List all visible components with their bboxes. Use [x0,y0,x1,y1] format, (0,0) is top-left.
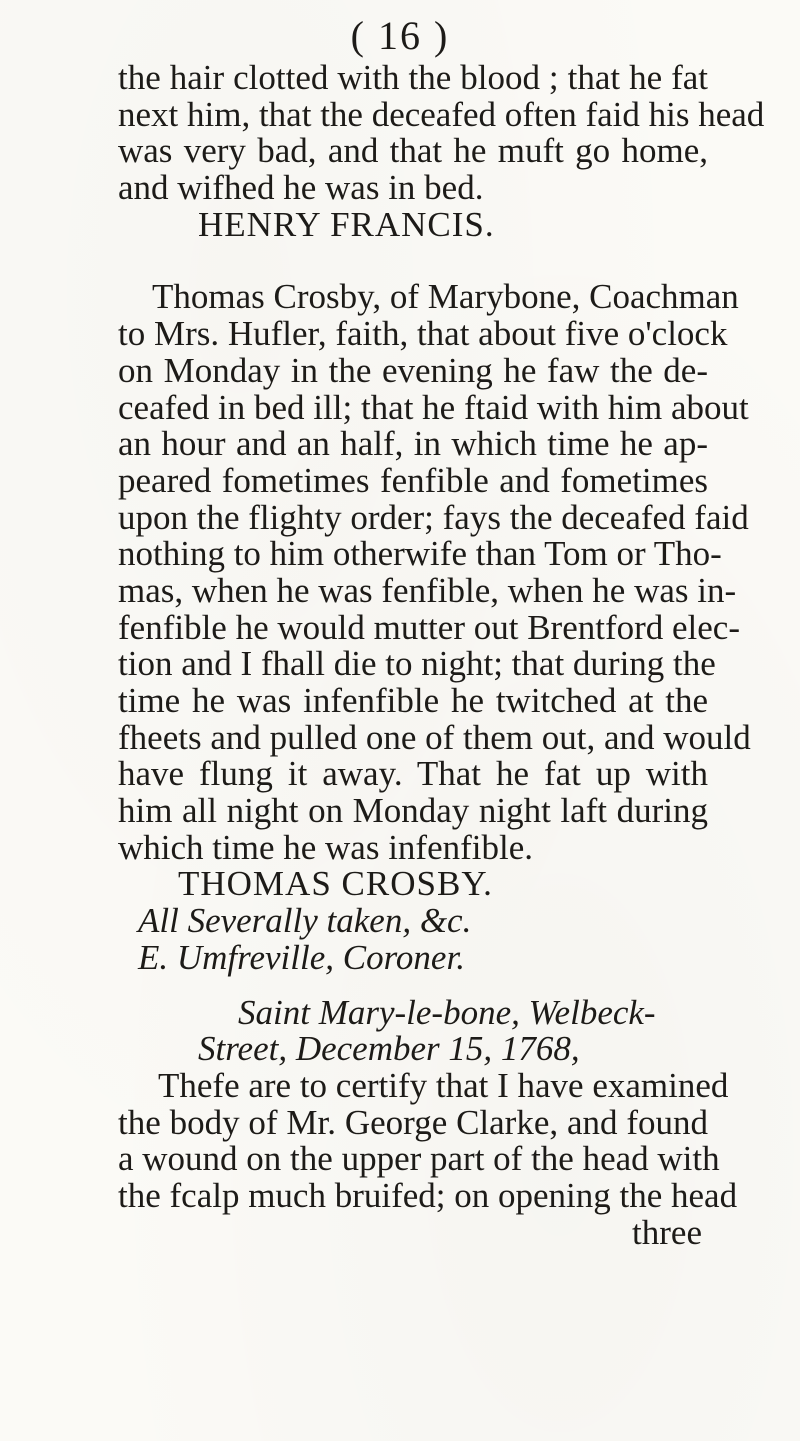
text-line: and wifhed he was in bed. [118,168,484,208]
text-line: next him, that the deceafed often faid his head [118,94,765,134]
text-line: peared fometimes fenfible and fometimes [118,460,708,500]
text-line: an hour and an half, in which time he ap- [118,424,708,464]
signature-thomas-crosby: THOMAS CROSBY. [178,864,493,904]
text-line: time he was infenfible he twitched at the [118,681,708,720]
paragraph-continuation [118,58,765,244]
text-line: tion and I fhall die to night; that during the [118,644,716,684]
document-body [118,58,765,1252]
text-line: fheets and pulled one of them out, and would [118,717,751,757]
certificate [118,992,738,1252]
text-line: a wound on the upper part of the head with [118,1139,720,1179]
text-line: him all night on Monday night laft during [118,791,708,831]
attestation-line: All Severally taken, &c. [138,901,472,941]
page-number: ( 16 ) [350,13,450,58]
paragraph-gap [118,243,708,279]
coroner-line: E. Umfreville, Coroner. [138,937,465,977]
text-line: was very bad, and that he muft go home, [118,131,708,171]
section-gap [118,977,708,995]
certificate-date: Street, December 15, 1768, [198,1029,580,1069]
text-line: the body of Mr. George Clarke, and found [118,1102,708,1142]
text-line: have flung it away. That he fat up with [118,754,708,794]
text-line: the fcalp much bruifed; on opening the head [118,1175,738,1215]
signature-henry-francis: HENRY FRANCIS. [198,204,495,244]
text-line: the hair clotted with the blood ; that he fat [118,58,708,97]
text-line: Thefe are to certify that I have examined [158,1065,729,1105]
deposition-thomas-crosby [118,277,751,904]
certificate-heading: Saint Mary-le-bone, Welbeck- [238,992,656,1032]
text-line: nothing to him otherwife than Tom or Tho- [118,534,722,574]
attestation [118,903,708,976]
text-line: which time he was infenfible. [118,827,534,867]
text-line: Thomas Crosby, of Marybone, Coachman [152,277,739,317]
text-line: on Monday in the evening he faw the de- [118,350,708,390]
text-line: ceafed in bed ill; that he ftaid with him about [118,387,749,427]
text-line: upon the flighty order; fays the deceafed faid [118,497,749,537]
catchword: three [632,1212,702,1252]
text-line: to Mrs. Hufler, faith, that about five o'clock [118,314,728,354]
text-line: mas, when he was fenfible, when he was in- [118,570,737,610]
text-line: fenfible he would mutter out Brentford elec- [118,607,741,647]
